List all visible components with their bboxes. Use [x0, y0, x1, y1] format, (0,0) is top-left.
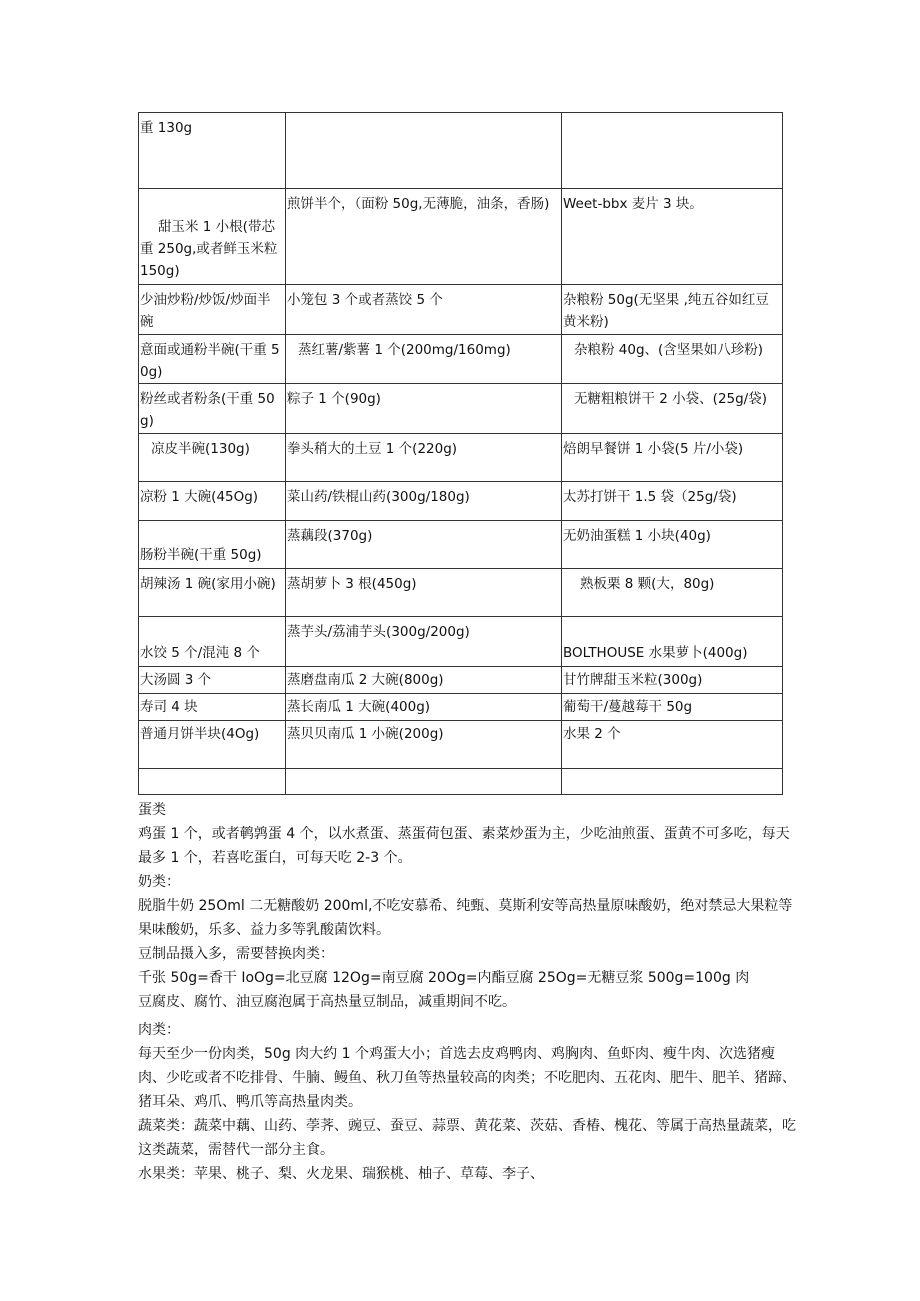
table-cell: 凉粉 1 大碗(45Og): [139, 482, 286, 521]
table-cell: 小笼包 3 个或者蒸饺 5 个: [286, 285, 562, 335]
table-cell: 普通月饼半块(4Og): [139, 721, 286, 769]
table-row: [139, 113, 783, 189]
table-row: [139, 482, 783, 521]
table-row: [139, 384, 783, 434]
table-cell: 大汤圆 3 个: [139, 667, 286, 694]
table-cell: 水果 2 个: [562, 721, 783, 769]
egg-heading: 蛋类: [138, 802, 166, 818]
table-cell: 甘竹牌甜玉米粒(300g): [562, 667, 783, 694]
egg-paragraph: 鸡蛋 1 个，或者鹌鹑蛋 4 个，以水煮蛋、蒸蛋荷包蛋、素菜炒蛋为主，少吃油煎蛋、蛋黄不可多吃，每天最多 1 个，若喜吃蛋白，可每天吃 2-3 个。: [138, 826, 790, 866]
table-cell: [139, 769, 286, 795]
table-row: [139, 521, 783, 569]
table-row: [139, 189, 783, 285]
table-cell: 意面或通粉半碗(干重 50g): [139, 335, 286, 384]
table-cell: [286, 113, 562, 189]
table-cell: 菜山药/铁棍山药(300g∕180g): [286, 482, 562, 521]
milk-heading: 奶类：: [138, 874, 180, 890]
table-cell: BOLTHOUSE 水果萝卜(400g): [562, 617, 783, 667]
table-cell: 水饺 5 个/混沌 8 个: [139, 617, 286, 667]
table-cell: 熟板栗 8 颗(大，80g): [562, 569, 783, 617]
table-cell: 杂粮粉 40g、(含坚果如八珍粉): [562, 335, 783, 384]
vegetable-paragraph: 蔬菜类：蔬菜中藕、山药、荸荠、豌豆、蚕豆、蒜票、黄花菜、茨菇、香椿、槐花、等属于高热量蔬菜，吃这类蔬菜，需替代一部分主食。: [138, 1118, 796, 1158]
table-cell: [562, 769, 783, 795]
table-cell: 太苏打饼干 1.5 袋（25g∕袋): [562, 482, 783, 521]
table-cell: 蒸贝贝南瓜 1 小碗(200g): [286, 721, 562, 769]
table-cell: 焙朗早餐饼 1 小袋(5 片/小袋): [562, 434, 783, 482]
table-row: [139, 721, 783, 769]
meat-paragraph: 每天至少一份肉类，50g 肉大约 1 个鸡蛋大小；首选去皮鸡鸭肉、鸡胸肉、鱼虾肉、瘦牛肉、次选猪瘦肉、少吃或者不吃排骨、牛腩、鳗鱼、秋刀鱼等热量较高的肉类；不吃肥肉、五花肉、肥牛、肥羊、猪蹄、猪耳朵、鸡爪、鸭爪等高热量肉类。: [138, 1046, 796, 1110]
soy-heading: 豆制品摄入多，需要替换肉类：: [138, 946, 334, 962]
table-cell: 肠粉半碗(干重 50g): [139, 521, 286, 569]
table-cell: 无奶油蛋糕 1 小块(40g): [562, 521, 783, 569]
table-row: [139, 667, 783, 694]
table-row: [139, 769, 783, 795]
table-cell: 胡辣汤 1 碗(家用小碗): [139, 569, 286, 617]
table-cell: 蒸长南瓜 1 大碗(400g): [286, 694, 562, 721]
table-cell: [286, 769, 562, 795]
table-cell: 寿司 4 块: [139, 694, 286, 721]
table-cell: [562, 113, 783, 189]
table-cell: 蒸藕段(370g): [286, 521, 562, 569]
table-row: [139, 617, 783, 667]
table-cell: 粉丝或者粉条(干重 50g): [139, 384, 286, 434]
table-cell: 杂粮粉 50g(无坚果 ,纯五谷如红豆黄米粉): [562, 285, 783, 335]
table-row: [139, 434, 783, 482]
table-cell: 葡萄干/蔓越莓干 50g: [562, 694, 783, 721]
table-cell: 蒸芋头/荔浦芋头(300g∕200g): [286, 617, 562, 667]
table-row: [139, 569, 783, 617]
table-cell: 煎饼半个，（面粉 50g,无薄脆，油条，香肠): [286, 189, 562, 285]
soy-exchange-line: 千张 50g=香干 IoOg=北豆腐 12Og=南豆腐 20Og=内酯豆腐 25Og=无糖豆浆 500g=100g 肉: [138, 970, 750, 986]
table-cell: 蒸磨盘南瓜 2 大碗(800g): [286, 667, 562, 694]
table-row: [139, 285, 783, 335]
table-cell: 蒸红薯/紫薯 1 个(200mg∕160mg): [286, 335, 562, 384]
table-cell: 重 130g: [139, 113, 286, 189]
milk-paragraph: 脱脂牛奶 25Oml 二无糖酸奶 200ml,不吃安慕希、纯甄、莫斯利安等高热量原味酸奶，绝对禁忌大果粒等果味酸奶，乐多、益力多等乳酸菌饮料。: [138, 898, 793, 938]
table-row: [139, 335, 783, 384]
food-exchange-table: [138, 112, 783, 795]
soy-warning-line: 豆腐皮、腐竹、油豆腐泡属于高热量豆制品，减重期间不吃。: [138, 994, 516, 1010]
table-cell: Weet-bbx 麦片 3 块。: [562, 189, 783, 285]
diet-notes: [138, 798, 798, 1186]
table-cell: 凉皮半碗(130g): [139, 434, 286, 482]
fruit-paragraph: 水果类：苹果、桃子、梨、火龙果、瑞猴桃、柚子、草莓、李子、: [138, 1166, 544, 1182]
table-cell: 拳头稍大的土豆 1 个(220g): [286, 434, 562, 482]
table-cell: 少油炒粉/炒饭/炒面半碗: [139, 285, 286, 335]
table-cell: 无糖粗粮饼干 2 小袋、(25g∕袋): [562, 384, 783, 434]
table-row: [139, 694, 783, 721]
table-cell: 甜玉米 1 小根(带芯重 250g,或者鲜玉米粒 150g): [139, 189, 286, 285]
table-cell: 粽子 1 个(90g): [286, 384, 562, 434]
table-cell: 蒸胡萝卜 3 根(450g): [286, 569, 562, 617]
meat-heading: 肉类：: [138, 1022, 180, 1038]
